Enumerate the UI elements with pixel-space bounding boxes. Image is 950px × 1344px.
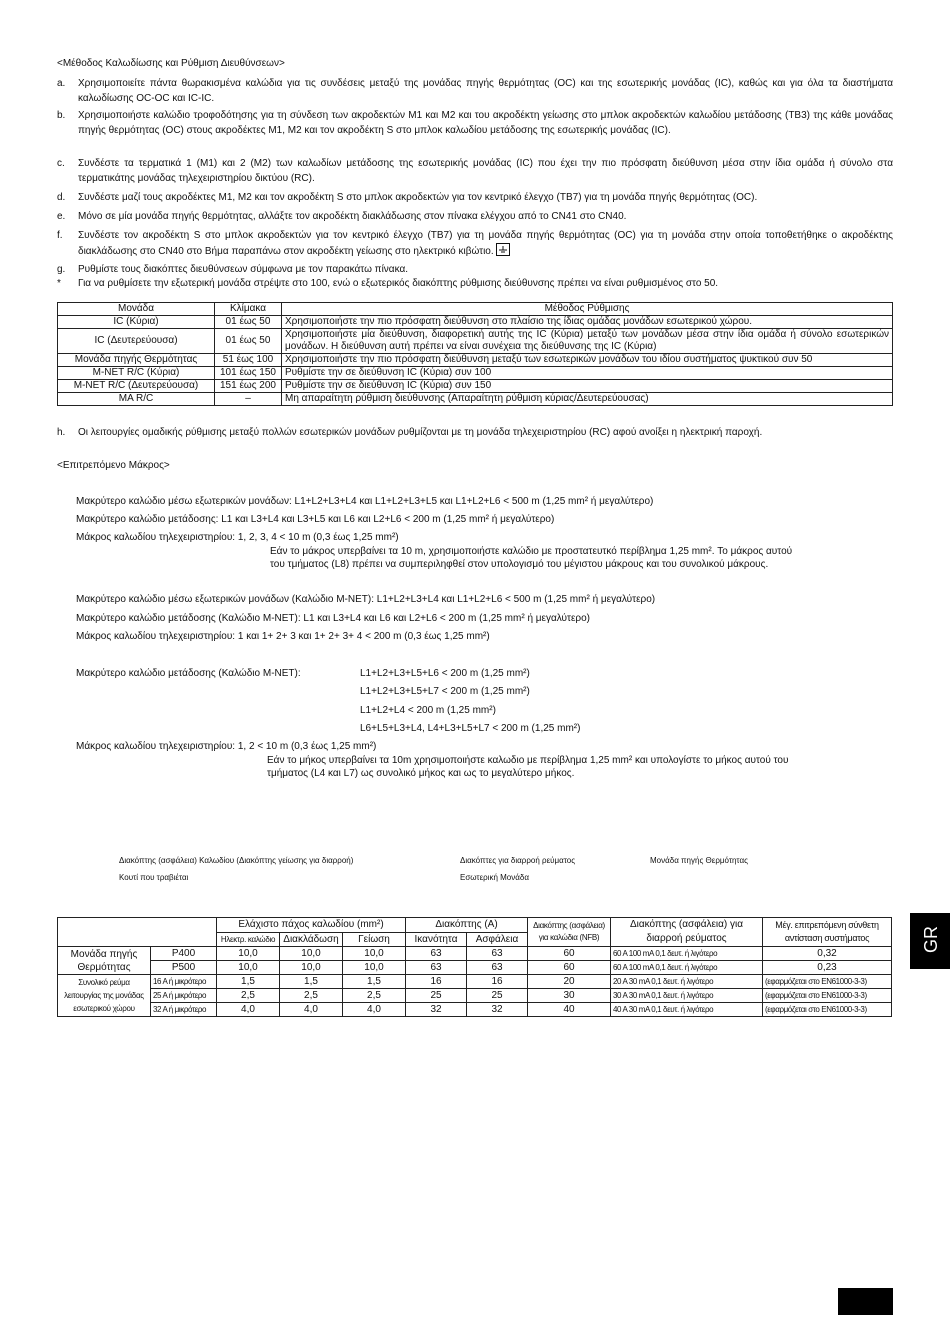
table-row — [58, 1003, 892, 1017]
table-header: Ικανότητα — [406, 932, 467, 947]
table-cell: 25 — [406, 989, 467, 1003]
table-cell: 63 — [467, 947, 528, 961]
table-cell: (εφαρμόζεται στο EN61000-3-3) — [763, 975, 892, 989]
length-line: του τμήματος (L8) πρέπει να συμπεριληφθεί στον υπολογισμό του μέγιστου μάκρους και του συνολικού μάκρους. — [270, 559, 769, 570]
indoor-unit-label: Εσωτερική Μονάδα — [460, 873, 529, 882]
table-row — [58, 354, 893, 367]
length-line: Μάκρος καλωδίου τηλεχειριστηρίου: 1, 2, 3, 4 < 10 m (0,3 έως 1,25 mm²) — [76, 532, 399, 543]
length-equation: L1+L2+L3+L5+L6 < 200 m (1,25 mm²) — [360, 668, 530, 679]
length-equation: L1+L2+L4 < 200 m (1,25 mm²) — [360, 705, 496, 716]
length-line: Εάν το μήκος υπερβαίνει τα 10m χρησιμοποιήστε καλωδιο με περίβλημα 1,25 mm² και υπολογίστε το μήκος αυτού του — [267, 755, 789, 766]
table-header: Ασφάλεια — [467, 932, 528, 947]
language-tab — [910, 913, 950, 969]
table-row — [58, 989, 892, 1003]
table-cell: 51 έως 100 — [215, 354, 282, 367]
table-cell: 2,5 — [217, 989, 280, 1003]
table-header-row — [58, 303, 893, 316]
length-line: Μακρύτερο καλώδιο μετάδοσης: L1 και L3+L4 και L3+L5 και L6 και L2+L6 < 200 m (1,25 mm² ή μεγαλύτερο) — [76, 514, 555, 525]
item-b: b. Χρησιμοποιήστε καλώδιο τροφοδότησης για τη σύνδεση των ακροδεκτών M1 και M2 και του ακροδέκτη γείωσης στο μπλοκ ακροδεκτών καλωδίου μετάδοσης (TB3) της κάθε μονάδας πηγής θερμότητας (OC) στους ακροδέκτες M1, M2 και τον ακροδέκτη S στο μπλοκ καλωδίου μετάδοσης της εσωτερικής μονάδας (IC). — [57, 110, 893, 136]
table-cell: IC (Κύρια) — [58, 316, 215, 329]
table-row — [58, 393, 893, 406]
length-equation: L1+L2+L3+L5+L7 < 200 m (1,25 mm²) — [360, 686, 530, 697]
table-cell: – — [215, 393, 282, 406]
length-line: Μακρύτερο καλώδιο μέσω εξωτερικών μονάδων (Καλώδιο M-NET): L1+L2+L3+L4 και L1+L2+L6 < 500 m (1,25 mm² ή μεγαλύτερο) — [76, 594, 656, 605]
table-cell: Μη απαραίτητη ρύθμιση διεύθυνσης (Απαραίτητη ρύθμιση κύριας/Δευτερεύουσας) — [282, 393, 893, 406]
table-cell: Συνολικό ρεύμα λειτουργίας της μονάδας εσωτερικού χώρου — [58, 975, 151, 1017]
table-cell: MA R/C — [58, 393, 215, 406]
table-cell: 16 A ή μικρότερο — [151, 975, 217, 989]
table-cell: 4,0 — [217, 1003, 280, 1017]
length-line: Μάκρος καλωδίου τηλεχειριστηρίου: 1 και 1+ 2+ 3 και 1+ 2+ 3+ 4 < 200 m (0,3 έως 1,25 mm²) — [76, 631, 490, 642]
table-cell: 25 — [467, 989, 528, 1003]
table-header: Μέθοδος Ρύθμισης — [282, 303, 893, 316]
table-cell: 60 A 100 mA 0,1 δευτ. ή λιγότερο — [611, 961, 763, 975]
ground-icon — [496, 243, 510, 256]
table-cell: 2,5 — [343, 989, 406, 1003]
table-cell: 25 A ή μικρότερο — [151, 989, 217, 1003]
table-cell: Χρησιμοποιήστε την πιο πρόσφατη διεύθυνση στο πλαίσιο της ίδιας ομάδας μονάδων εσωτερικού χώρου. — [282, 316, 893, 329]
table-cell: 1,5 — [280, 975, 343, 989]
table-cell: 1,5 — [343, 975, 406, 989]
table-cell: Μονάδα πηγής Θερμότητας — [58, 947, 151, 975]
length-title: <Επιτρεπόμενο Μάκρος> — [57, 460, 170, 471]
table-cell: 63 — [406, 961, 467, 975]
length-equation: L6+L5+L3+L4, L4+L3+L5+L7 < 200 m (1,25 mm²) — [360, 723, 581, 734]
table-cell: Μονάδα πηγής Θερμότητας — [58, 354, 215, 367]
table-cell: 16 — [406, 975, 467, 989]
table-cell: 10,0 — [217, 961, 280, 975]
table-cell: 60 A 100 mA 0,1 δευτ. ή λιγότερο — [611, 947, 763, 961]
table-cell: 40 — [528, 1003, 611, 1017]
table-cell — [58, 918, 217, 947]
item-e: e. Μόνο σε μία μονάδα πηγής θερμότητας, αλλάξτε τον ακροδέκτη διακλάδωσης στον πίνακα ελέγχου από το CN41 στο CN40. — [57, 211, 627, 222]
table-header: Γείωση — [343, 932, 406, 947]
table-cell: 63 — [406, 947, 467, 961]
page-number-box — [838, 1288, 893, 1315]
table-header: Διακλάδωση — [280, 932, 343, 947]
pull-box-label: Κουτί που τραβιέται — [119, 873, 189, 882]
item-a: a. Χρησιμοποιείτε πάντα θωρακισμένα καλώδια για τις συνδέσεις μεταξύ της μονάδας πηγής θερμότητας (OC) και της εσωτερικής μονάδας (IC), καθώς και για όλα τα διαστήματα καλωδίωσης OC-OC και IC-IC. — [57, 78, 893, 104]
table-cell: M-NET R/C (Κύρια) — [58, 367, 215, 380]
table-header: Μονάδα — [58, 303, 215, 316]
table-cell: 4,0 — [280, 1003, 343, 1017]
table-cell: 20 — [528, 975, 611, 989]
wiring-spec-table — [57, 917, 892, 1017]
table-cell: (εφαρμόζεται στο EN61000-3-3) — [763, 989, 892, 1003]
table-cell: 1,5 — [217, 975, 280, 989]
table-cell: 20 A 30 mA 0,1 δευτ. ή λιγότερο — [611, 975, 763, 989]
table-cell: Ρυθμίστε την σε διεύθυνση IC (Κύρια) συν 150 — [282, 380, 893, 393]
table-cell: (εφαρμόζεται στο EN61000-3-3) — [763, 1003, 892, 1017]
table-cell: 32 — [467, 1003, 528, 1017]
table-cell: 0,32 — [763, 947, 892, 961]
section-title: <Μέθοδος Καλωδίωσης και Ρύθμιση Διευθύνσεων> — [57, 58, 285, 69]
table-row — [58, 329, 893, 354]
table-cell: 10,0 — [217, 947, 280, 961]
table-row — [58, 975, 892, 989]
table-cell: Ρυθμίστε την σε διεύθυνση IC (Κύρια) συν 100 — [282, 367, 893, 380]
table-cell: P400 — [151, 947, 217, 961]
table-cell: 10,0 — [280, 961, 343, 975]
table-header: Διακόπτης (ασφάλεια) για καλώδια (NFB) — [528, 918, 611, 947]
table-cell: 32 — [406, 1003, 467, 1017]
table-row — [58, 947, 892, 961]
length-line: Μακρύτερο καλώδιο μετάδοσης (Καλώδιο M-NET): L1 και L3+L4 και L6 και L2+L6 < 200 m (1,25 mm² ή μεγαλύτερο) — [76, 613, 591, 624]
table-cell: 16 — [467, 975, 528, 989]
table-cell: IC (Δευτερεύουσα) — [58, 329, 215, 354]
table-cell: 40 A 30 mA 0,1 δευτ. ή λιγότερο — [611, 1003, 763, 1017]
table-cell: 32 A ή μικρότερο — [151, 1003, 217, 1017]
item-c: c. Συνδέστε τα τερματικά 1 (M1) και 2 (M2) των καλωδίων μετάδοσης της εσωτερικής μονάδας (IC) που έχει την πιο πρόσφατη διεύθυνση μέσα στην ίδια ομάδα ή σύνολο στα τερματικάτης μονάδας τηλεχειριστηρίου δικτύου (RC). — [57, 158, 893, 184]
table-header: Ελάχιστο πάχος καλωδίου (mm²) — [217, 918, 406, 933]
table-cell: 10,0 — [343, 961, 406, 975]
table-cell: 4,0 — [343, 1003, 406, 1017]
length-line: τμήματος (L4 και L7) ως συνολικό μήκος και ως το μεγαλύτερο μήκος. — [267, 768, 575, 779]
table-cell: P500 — [151, 961, 217, 975]
table-header: Διακόπτης (ασφάλεια) για διαρροή ρεύματος — [611, 918, 763, 947]
table-header: Κλίμακα — [215, 303, 282, 316]
item-g: g. Ρυθμίστε τους διακόπτες διευθύνσεων σύμφωνα με τον παρακάτω πίνακα. — [57, 264, 409, 275]
table-cell: 10,0 — [280, 947, 343, 961]
table-cell: Χρησιμοποιήστε μία διεύθυνση, διαφορετική αυτής της IC (Κύρια) μεταξύ των μονάδων μέσα στην ίδια ομάδα ή σύνολο εσωτερικών μονάδων. Η διεύθυνση αυτή πρέπει να είναι συνέχεια της διεύθυνσης της IC (Κύρια) — [282, 329, 893, 354]
table-cell: 151 έως 200 — [215, 380, 282, 393]
table-cell: 60 — [528, 947, 611, 961]
table-row — [58, 367, 893, 380]
table-cell: 2,5 — [280, 989, 343, 1003]
table-header: Ηλεκτρ. καλώδιο — [217, 932, 280, 947]
item-f: f. Συνδέστε τον ακροδέκτη S στο μπλοκ ακροδεκτών για τον κεντρικό έλεγχο (TB7) για τη μονάδα πηγής θερμότητας (OC) για τη μονάδα στην οποία τοποθετήθηκε ο ακροδέκτης διακλάδωσης στο CN40 στο Βήμα παραπάνω στον ακροδέκτη γείωσης στο ηλεκτρικό κιβώτιο. — [57, 230, 893, 257]
table-header-row — [58, 918, 892, 933]
length-line: Εάν το μάκρος υπερβαίνει τα 10 m, χρησιμοποιήστε καλώδιο με προστατευτκό περίβλημα 1,25 mm². Το μάκρος αυτού — [270, 546, 793, 557]
table-row — [58, 961, 892, 975]
table-cell: 01 έως 50 — [215, 316, 282, 329]
table-cell: 01 έως 50 — [215, 329, 282, 354]
length-line: Μακρύτερο καλώδιο μέσω εξωτερικών μονάδων: L1+L2+L3+L4 και L1+L2+L3+L5 και L1+L2+L6 < 500 m (1,25 mm² ή μεγαλύτερο) — [76, 496, 654, 507]
table-row — [58, 316, 893, 329]
item-h: h. Οι λειτουργίες ομαδικής ρύθμισης μεταξύ πολλών εσωτερικών μονάδων ρυθμίζονται με τη μονάδα τηλεχειριστηρίου (RC) αφού ανοίξει η ηλεκτρική παροχή. — [57, 427, 763, 438]
table-cell: 30 — [528, 989, 611, 1003]
table-cell: 60 — [528, 961, 611, 975]
language-tab-label: GR — [921, 926, 941, 953]
table-header: Μέγ. επιτρεπόμενη σύνθετη αντίσταση συστήματος — [763, 918, 892, 947]
table-cell: 101 έως 150 — [215, 367, 282, 380]
breaker-label: Διακόπτης (ασφάλεια) Καλωδίου (Διακόπτης γείωσης για διαρροή) — [119, 856, 354, 865]
table-cell: 63 — [467, 961, 528, 975]
item-note: * Για να ρυθμίσετε την εξωτερική μονάδα στρέψτε στο 100, ενώ ο εξωτερικός διακόπτης ρύθμισης διεύθυνσης πρέπει να είναι ρυθμισμένος στο 50. — [57, 278, 719, 289]
table-cell: 30 A 30 mA 0,1 δευτ. ή λιγότερο — [611, 989, 763, 1003]
address-setting-table — [57, 302, 893, 406]
table-cell: Χρησιμοποιήστε την πιο πρόσφατη διεύθυνση μεταξύ των εσωτερικών μονάδων του ιδίου συστήματος ψυκτικού συν 50 — [282, 354, 893, 367]
length-line: Μάκρος καλωδίου τηλεχειριστηρίου: 1, 2 < 10 m (0,3 έως 1,25 mm²) — [76, 741, 377, 752]
length-line: Μακρύτερο καλώδιο μετάδοσης (Καλώδιο M-NET): — [76, 668, 301, 679]
table-cell: 10,0 — [343, 947, 406, 961]
heat-source-label: Μονάδα πηγής Θερμότητας — [650, 856, 748, 865]
item-d: d. Συνδέστε μαζί τους ακροδέκτες M1, M2 και τον ακροδέκτη S στο μπλοκ ακροδεκτών για τον κεντρικό έλεγχο (TB7) για τη μονάδα πηγής θερμότητας (OC). — [57, 192, 758, 203]
table-row — [58, 380, 893, 393]
leak-breakers-label: Διακόπτες για διαρροή ρεύματος — [460, 856, 576, 865]
table-header: Διακόπτης (A) — [406, 918, 528, 933]
table-cell: 0,23 — [763, 961, 892, 975]
table-cell: M-NET R/C (Δευτερεύουσα) — [58, 380, 215, 393]
